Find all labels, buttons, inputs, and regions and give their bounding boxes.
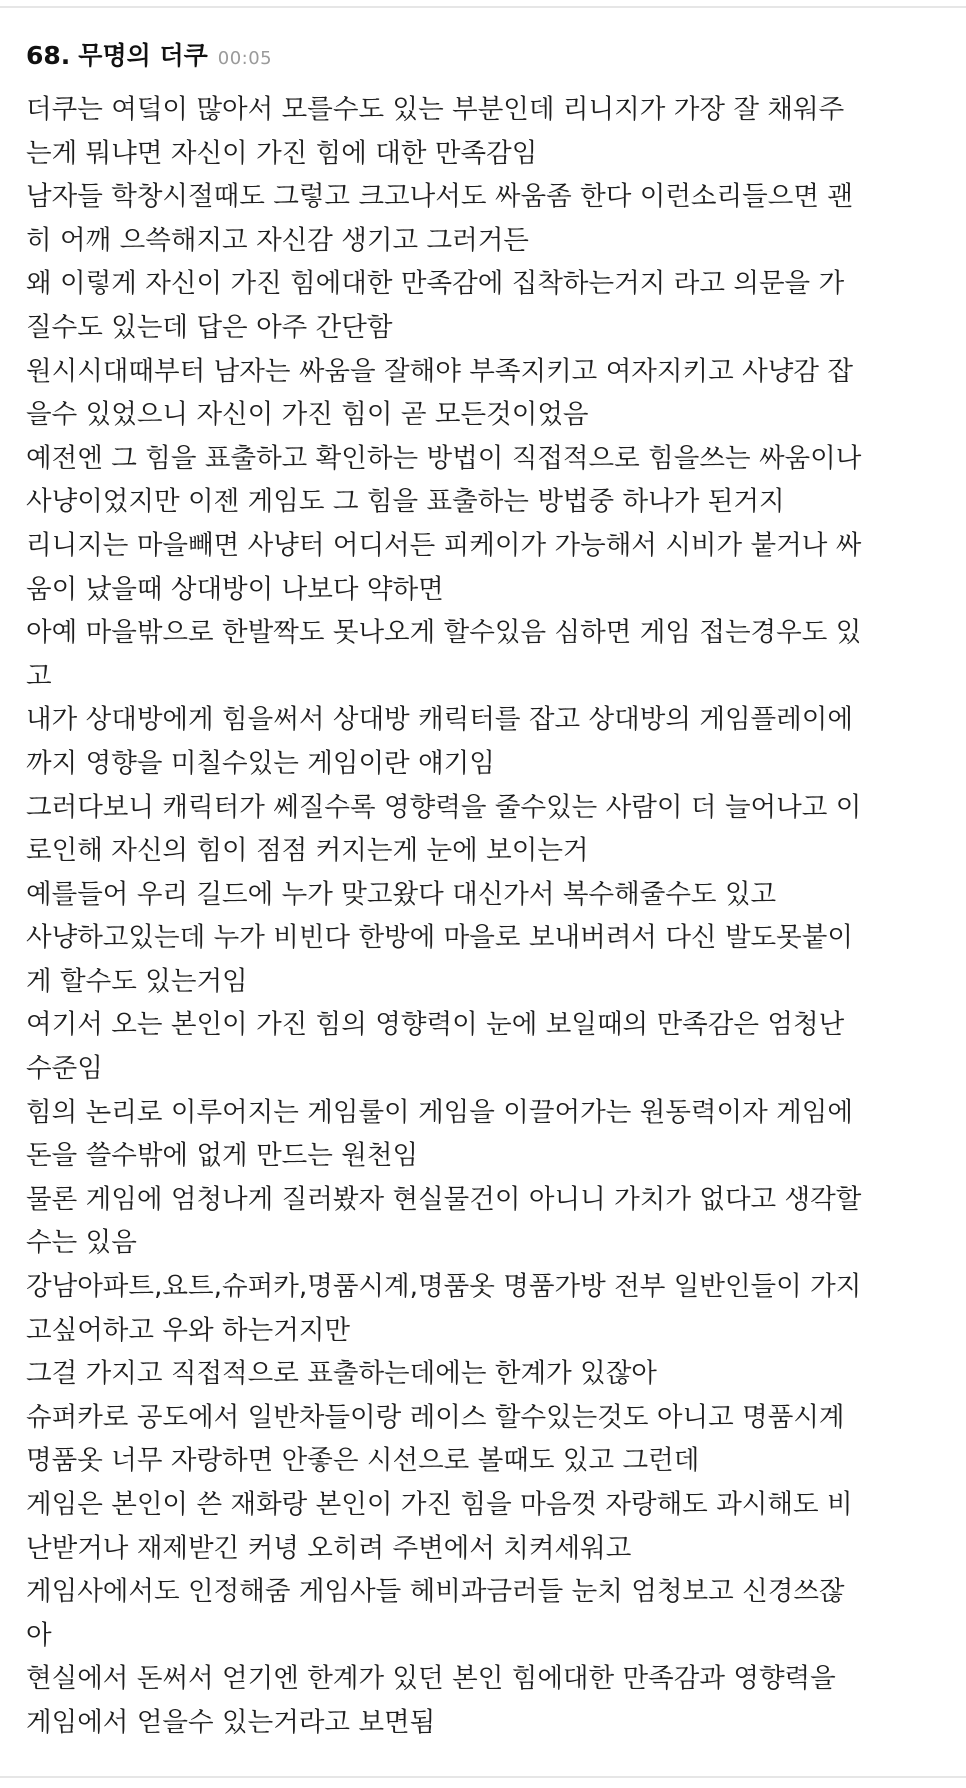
- comment-author[interactable]: 무명의 더쿠: [78, 41, 208, 70]
- comment-line: 왜 이렇게 자신이 가진 힘에대한 만족감에 집착하는거지 라고 의문을 가: [26, 268, 845, 300]
- comment-item: [26, 36, 946, 1745]
- comment-number: 68.: [26, 41, 71, 70]
- comment-line: 아: [26, 1619, 52, 1651]
- comment-line: 고싶어하고 우와 하는거지만: [26, 1314, 351, 1346]
- comment-line: 현실에서 돈써서 얻기엔 한계가 있던 본인 힘에대한 만족감과 영향력을: [26, 1663, 836, 1695]
- comment-header: [26, 36, 946, 74]
- comment-line: 수준임: [26, 1053, 103, 1085]
- comment-line: 더쿠는 여덬이 많아서 모를수도 있는 부분인데 리니지가 가장 잘 채워주: [26, 94, 845, 125]
- comment-line: 아예 마을밖으로 한발짝도 못나오게 할수있음 심하면 게임 접는경우도 있: [26, 617, 862, 649]
- comment-line: 고: [26, 660, 52, 692]
- comment-line: 남자들 학창시절때도 그렇고 크고나서도 싸움좀 한다 이런소리들으면 괜: [26, 181, 853, 213]
- comment-line: 예전엔 그 힘을 표출하고 확인하는 방법이 직접적으로 힘을쓰는 싸움이나: [26, 442, 862, 474]
- comment-line: 그걸 가지고 직접적으로 표출하는데에는 한계가 있잖아: [26, 1358, 657, 1390]
- comment-line: 돈을 쓸수밖에 없게 만드는 원천임: [26, 1140, 419, 1172]
- comment-timestamp: 00:05: [217, 48, 273, 69]
- comment-line: 는게 뭐냐면 자신이 가진 힘에 대한 만족감임: [26, 137, 538, 169]
- comment-body: [26, 88, 946, 1745]
- comment-line: 질수도 있는데 답은 아주 간단함: [26, 311, 393, 343]
- comment-line: 명품옷 너무 자랑하면 안좋은 시선으로 볼때도 있고 그런데: [26, 1445, 700, 1477]
- bottom-divider: [0, 1776, 966, 1778]
- comment-line: 수는 있음: [26, 1227, 137, 1259]
- comment-line: 게임에서 얻을수 있는거라고 보면됨: [26, 1706, 436, 1738]
- comment-line: 게 할수도 있는거임: [26, 965, 248, 997]
- comment-line: 물론 게임에 엄청나게 질러봤자 현실물건이 아니니 가치가 없다고 생각할: [26, 1183, 862, 1215]
- top-divider: [0, 6, 966, 8]
- comment-line: 게임사에서도 인정해줌 게임사들 헤비과금러들 눈치 엄청보고 신경쓰잖: [26, 1576, 845, 1608]
- comment-line: 난받거나 재제받긴 커녕 오히려 주변에서 치켜세워고: [26, 1532, 632, 1564]
- comment-line: 원시시대때부터 남자는 싸움을 잘해야 부족지키고 여자지키고 사냥감 잡: [26, 355, 853, 387]
- comment-line: 힘의 논리로 이루어지는 게임룰이 게임을 이끌어가는 원동력이자 게임에: [26, 1096, 853, 1128]
- comment-line: 움이 났을때 상대방이 나보다 약하면: [26, 573, 444, 605]
- comment-line: 여기서 오는 본인이 가진 힘의 영향력이 눈에 보일때의 만족감은 엄청난: [26, 1009, 845, 1041]
- comment-line: 그러다보니 캐릭터가 쎄질수록 영향력을 줄수있는 사람이 더 늘어나고 이: [26, 791, 862, 823]
- comment-line: 사냥하고있는데 누가 비빈다 한방에 마을로 보내버려서 다신 발도못붙이: [26, 922, 853, 954]
- comment-line: 강남아파트,요트,슈퍼카,명품시계,명품옷 명품가방 전부 일반인들이 가지: [26, 1271, 862, 1303]
- comment-line: 예를들어 우리 길드에 누가 맞고왔다 대신가서 복수해줄수도 있고: [26, 878, 777, 910]
- comment-line: 을수 있었으니 자신이 가진 힘이 곧 모든것이었음: [26, 399, 589, 431]
- comment-line: 까지 영향을 미칠수있는 게임이란 얘기임: [26, 747, 495, 779]
- comment-line: 로인해 자신의 힘이 점점 커지는게 눈에 보이는거: [26, 835, 589, 867]
- comment-line: 리니지는 마을빼면 사냥터 어디서든 피케이가 가능해서 시비가 붙거나 싸: [26, 529, 862, 561]
- comment-line: 사냥이었지만 이젠 게임도 그 힘을 표출하는 방법중 하나가 된거지: [26, 486, 785, 518]
- comment-line: 게임은 본인이 쓴 재화랑 본인이 가진 힘을 마음껏 자랑해도 과시해도 비: [26, 1489, 853, 1520]
- comment-line: 내가 상대방에게 힘을써서 상대방 캐릭터를 잡고 상대방의 게임플레이에: [26, 704, 853, 736]
- comment-line: 히 어깨 으쓱해지고 자신감 생기고 그러거든: [26, 224, 529, 256]
- comment-line: 슈퍼카로 공도에서 일반차들이랑 레이스 할수있는것도 아니고 명품시계: [26, 1401, 845, 1433]
